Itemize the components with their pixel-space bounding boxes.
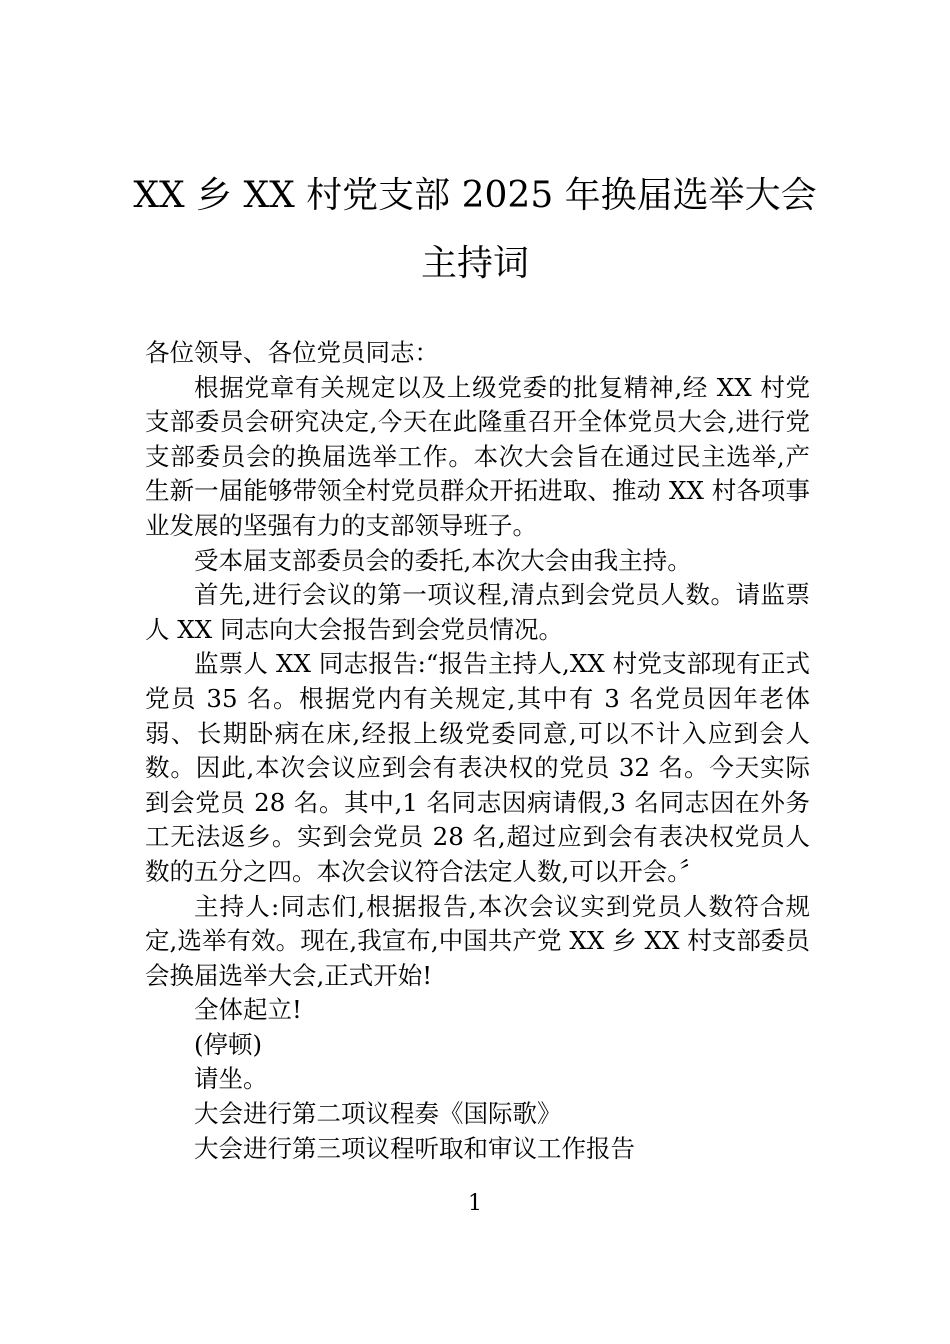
- paragraph-be-seated: 请坐。: [194, 1064, 268, 1094]
- paragraph-pause: (停顿): [194, 1029, 263, 1059]
- paragraph-first-agenda: 首先,进行会议的第一项议程,清点到会党员人数。请监票人 XX 同志向大会报告到会党员情况。: [145, 580, 810, 644]
- paragraph-opening-declaration: 主持人:同志们,根据报告,本次会议实到党员人数符合规定,选举有效。现在,我宣布,中国共产党 XX 乡 XX 村支部委员会换届选举大会,正式开始!: [145, 891, 810, 990]
- document-body: [145, 336, 810, 1166]
- paragraph-third-agenda: 大会进行第三项议程听取和审议工作报告: [194, 1133, 635, 1163]
- document-title-line-2: 主持词: [420, 243, 529, 284]
- document-title-line-1: XX 乡 XX 村党支部 2025 年换届选举大会: [133, 175, 817, 216]
- page-number: 1: [468, 1191, 482, 1216]
- salutation: 各位领导、各位党员同志：: [145, 338, 439, 367]
- paragraph-second-agenda: 大会进行第二项议程奏《国际歌》: [194, 1099, 562, 1129]
- paragraph-all-rise: 全体起立!: [194, 995, 302, 1025]
- paragraph-intro: 根据党章有关规定以及上级党委的批复精神,经 XX 村党支部委员会研究决定,今天在此隆重召开全体党员大会,进行党支部委员会的换届选举工作。本次大会旨在通过民主选举,产生新一届能够带领全村党员群众开拓进取、推动 XX 村各项事业发展的坚强有力的支部领导班子。: [145, 372, 810, 540]
- paragraph-attendance-report: 监票人 XX 同志报告:“报告主持人,XX 村党支部现有正式党员 35 名。根据党内有关规定,其中有 3 名党员因年老体弱、长期卧病在床,经报上级党委同意,可以不计入应到会人数。因此,本次会议应到会有表决权的党员 32 名。今天实际到会党员 28 名。其中,1 名同志因病请假,3 名同志因在外务工无法返乡。实到会党员 28 名,超过应到会有表决权党员人数的五分之四。本次会议符合法定人数,可以开会。〞: [145, 649, 810, 886]
- paragraph-host-entrusted: 受本届支部委员会的委托,本次大会由我主持。: [194, 545, 692, 575]
